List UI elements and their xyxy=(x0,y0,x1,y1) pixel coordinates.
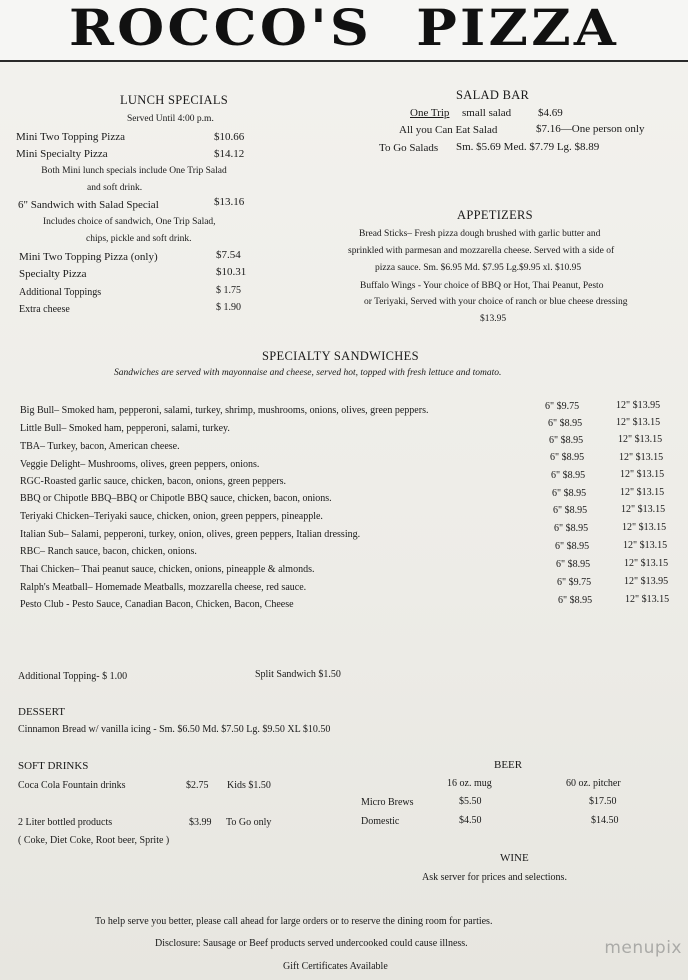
sandwich-price-6: 6" $9.75 xyxy=(557,577,592,588)
sandwich-price-12: 12" $13.95 xyxy=(624,576,669,587)
bottled-products-price: $3.99 xyxy=(189,817,212,828)
lunch-item-price: $14.12 xyxy=(214,148,245,160)
sandwiches-subtitle: Sandwiches are served with mayonnaise and cheese, served hot, topped with fresh lettuce and tomato. xyxy=(114,368,502,378)
lunch-item-name: Specialty Pizza xyxy=(19,268,87,280)
sandwich-price-12: 12" $13.15 xyxy=(618,434,663,445)
appetizer-line: or Teriyaki, Served with your choice of ranch or blue cheese dressing xyxy=(364,297,628,307)
wine-title: WINE xyxy=(500,852,529,864)
beer-title: BEER xyxy=(494,759,523,771)
sandwich-price-12: 12" $13.15 xyxy=(616,417,661,428)
split-sandwich: Split Sandwich $1.50 xyxy=(255,669,341,680)
one-trip-desc: small salad xyxy=(462,107,512,119)
sandwich-price-6: 6" $8.95 xyxy=(552,488,587,499)
sandwich-price-12: 12" $13.15 xyxy=(619,452,664,463)
sandwich-price-12: 12" $13.15 xyxy=(623,540,668,551)
lunch-item-price: $ 1.75 xyxy=(216,285,241,296)
sandwich-price-12: 12" $13.15 xyxy=(620,487,665,498)
footer-gift-certificates: Gift Certificates Available xyxy=(283,961,388,972)
sandwich-desc: TBA– Turkey, bacon, American cheese. xyxy=(20,441,180,452)
sandwich-desc: Big Bull– Smoked ham, pepperoni, salami, turkey, shrimp, mushrooms, onions, olives, green peppers. xyxy=(20,405,429,416)
header-banner xyxy=(0,0,688,62)
menupix-watermark: menupix xyxy=(604,938,682,958)
bottled-flavors: ( Coke, Diet Coke, Root beer, Sprite ) xyxy=(18,835,170,846)
fountain-drinks-price: $2.75 xyxy=(186,780,209,791)
sandwich-price-6: 6" $8.95 xyxy=(548,418,583,429)
footer-disclosure: Disclosure: Sausage or Beef products served undercooked could cause illness. xyxy=(155,938,468,949)
sandwich-price-12: 12" $13.15 xyxy=(622,522,667,533)
sandwich-price-12: 12" $13.15 xyxy=(625,594,670,605)
lunch-note-1a: Both Mini lunch specials include One Trip Salad xyxy=(41,166,227,176)
kids-price: Kids $1.50 xyxy=(227,780,271,791)
sandwich-price-6: 6" $8.95 xyxy=(556,559,591,570)
sandwich-desc: RGC-Roasted garlic sauce, chicken, bacon, onions, green peppers. xyxy=(20,476,287,487)
additional-topping: Additional Topping- $ 1.00 xyxy=(18,671,128,682)
sandwich-price-6: 6" $9.75 xyxy=(545,401,580,412)
sandwich-desc: RBC– Ranch sauce, bacon, chicken, onions. xyxy=(20,546,197,557)
lunch-note-1b: and soft drink. xyxy=(87,183,143,193)
lunch-item-price: $7.54 xyxy=(216,249,241,261)
sandwich-desc: Teriyaki Chicken–Teriyaki sauce, chicken, onion, green peppers, pineapple. xyxy=(20,511,323,522)
wine-note: Ask server for prices and selections. xyxy=(422,872,567,883)
fountain-drinks-name: Coca Cola Fountain drinks xyxy=(18,780,126,791)
sandwich-desc: BBQ or Chipotle BBQ–BBQ or Chipotle BBQ sauce, chicken, bacon, onions. xyxy=(20,493,332,504)
sandwich-desc: Italian Sub– Salami, pepperoni, turkey, onion, olives, green peppers, Italian dressing. xyxy=(20,529,361,540)
sandwich-price-6: 6" $8.95 xyxy=(558,595,593,606)
lunch-item-name: Extra cheese xyxy=(19,304,70,315)
lunch-item-price: $ 1.90 xyxy=(216,302,241,313)
sandwich-price-12: 12" $13.95 xyxy=(616,400,661,411)
appetizer-line: Buffalo Wings - Your choice of BBQ or Hot, Thai Peanut, Pesto xyxy=(360,281,604,291)
sandwich-special-name: 6" Sandwich with Salad Special xyxy=(18,199,159,211)
lunch-note-2b: chips, pickle and soft drink. xyxy=(86,234,192,244)
to-go-salads-label: To Go Salads xyxy=(379,142,439,154)
all-you-can-eat-label: All you Can Eat Salad xyxy=(399,124,498,136)
salad-bar-title: SALAD BAR xyxy=(456,88,530,102)
lunch-item-price: $10.66 xyxy=(214,131,245,143)
beer-row-pitcher: $17.50 xyxy=(589,796,617,807)
lunch-specials-title: LUNCH SPECIALS xyxy=(120,93,229,107)
beer-col-mug: 16 oz. mug xyxy=(447,778,492,789)
sandwich-price-12: 12" $13.15 xyxy=(620,469,665,480)
beer-row-name: Micro Brews xyxy=(361,797,414,808)
sandwich-price-6: 6" $8.95 xyxy=(554,523,589,534)
sandwich-price-6: 6" $8.95 xyxy=(553,505,588,516)
lunch-item-name: Mini Specialty Pizza xyxy=(16,148,108,160)
appetizer-line: $13.95 xyxy=(480,314,507,324)
bottled-products-name: 2 Liter bottled products xyxy=(18,817,113,828)
lunch-served-note: Served Until 4:00 p.m. xyxy=(127,114,214,124)
sandwich-price-12: 12" $13.15 xyxy=(624,558,669,569)
restaurant-title: ROCCO'S PIZZA xyxy=(68,0,619,57)
beer-row-mug: $4.50 xyxy=(459,815,482,826)
dessert-title: DESSERT xyxy=(18,706,66,718)
beer-row-mug: $5.50 xyxy=(459,796,482,807)
sandwich-desc: Little Bull– Smoked ham, pepperoni, salami, turkey. xyxy=(20,423,230,434)
soft-drinks-title: SOFT DRINKS xyxy=(18,760,89,772)
appetizer-line: sprinkled with parmesan and mozzarella cheese. Served with a side of xyxy=(348,246,615,256)
sandwich-desc: Ralph's Meatball– Homemade Meatballs, mozzarella cheese, red sauce. xyxy=(20,582,307,593)
appetizer-line: pizza sauce. Sm. $6.95 Md. $7.95 Lg.$9.95 xl. $10.95 xyxy=(375,263,582,273)
sandwich-desc: Veggie Delight– Mushrooms, olives, green peppers, onions. xyxy=(20,459,260,470)
lunch-note-2a: Includes choice of sandwich, One Trip Salad, xyxy=(43,217,216,227)
beer-row-pitcher: $14.50 xyxy=(591,815,619,826)
lunch-item-price: $10.31 xyxy=(216,266,247,278)
sandwich-price-6: 6" $8.95 xyxy=(549,435,584,446)
sandwich-price-6: 6" $8.95 xyxy=(555,541,590,552)
sandwich-special-price: $13.16 xyxy=(214,196,245,208)
beer-row-name: Domestic xyxy=(361,816,400,827)
sandwich-price-6: 6" $8.95 xyxy=(550,452,585,463)
to-go-only: To Go only xyxy=(226,817,272,828)
lunch-item-name: Additional Toppings xyxy=(19,287,102,298)
sandwich-price-6: 6" $8.95 xyxy=(551,470,586,481)
appetizers-title: APPETIZERS xyxy=(457,208,533,222)
footer-call-ahead: To help serve you better, please call ahead for large orders or to reserve the dining room for parties. xyxy=(95,916,493,927)
dessert-line: Cinnamon Bread w/ vanilla icing - Sm. $6.50 Md. $7.50 Lg. $9.50 XL $10.50 xyxy=(18,724,331,735)
one-trip-price: $4.69 xyxy=(538,107,563,119)
lunch-item-name: Mini Two Topping Pizza (only) xyxy=(19,251,158,263)
appetizer-line: Bread Sticks– Fresh pizza dough brushed with garlic butter and xyxy=(359,229,601,239)
lunch-item-name: Mini Two Topping Pizza xyxy=(16,131,125,143)
specialty-sandwiches-title: SPECIALTY SANDWICHES xyxy=(262,349,419,363)
sandwich-desc: Pesto Club - Pesto Sauce, Canadian Bacon, Chicken, Bacon, Cheese xyxy=(20,599,294,610)
beer-col-pitcher: 60 oz. pitcher xyxy=(566,778,621,789)
sandwich-price-12: 12" $13.15 xyxy=(621,504,666,515)
sandwich-desc: Thai Chicken– Thai peanut sauce, chicken, onions, pineapple & almonds. xyxy=(20,564,315,575)
all-you-can-eat-price: $7.16—One person only xyxy=(536,123,645,135)
one-trip-label: One Trip xyxy=(410,107,450,119)
to-go-salads-prices: Sm. $5.69 Med. $7.79 Lg. $8.89 xyxy=(456,141,600,153)
